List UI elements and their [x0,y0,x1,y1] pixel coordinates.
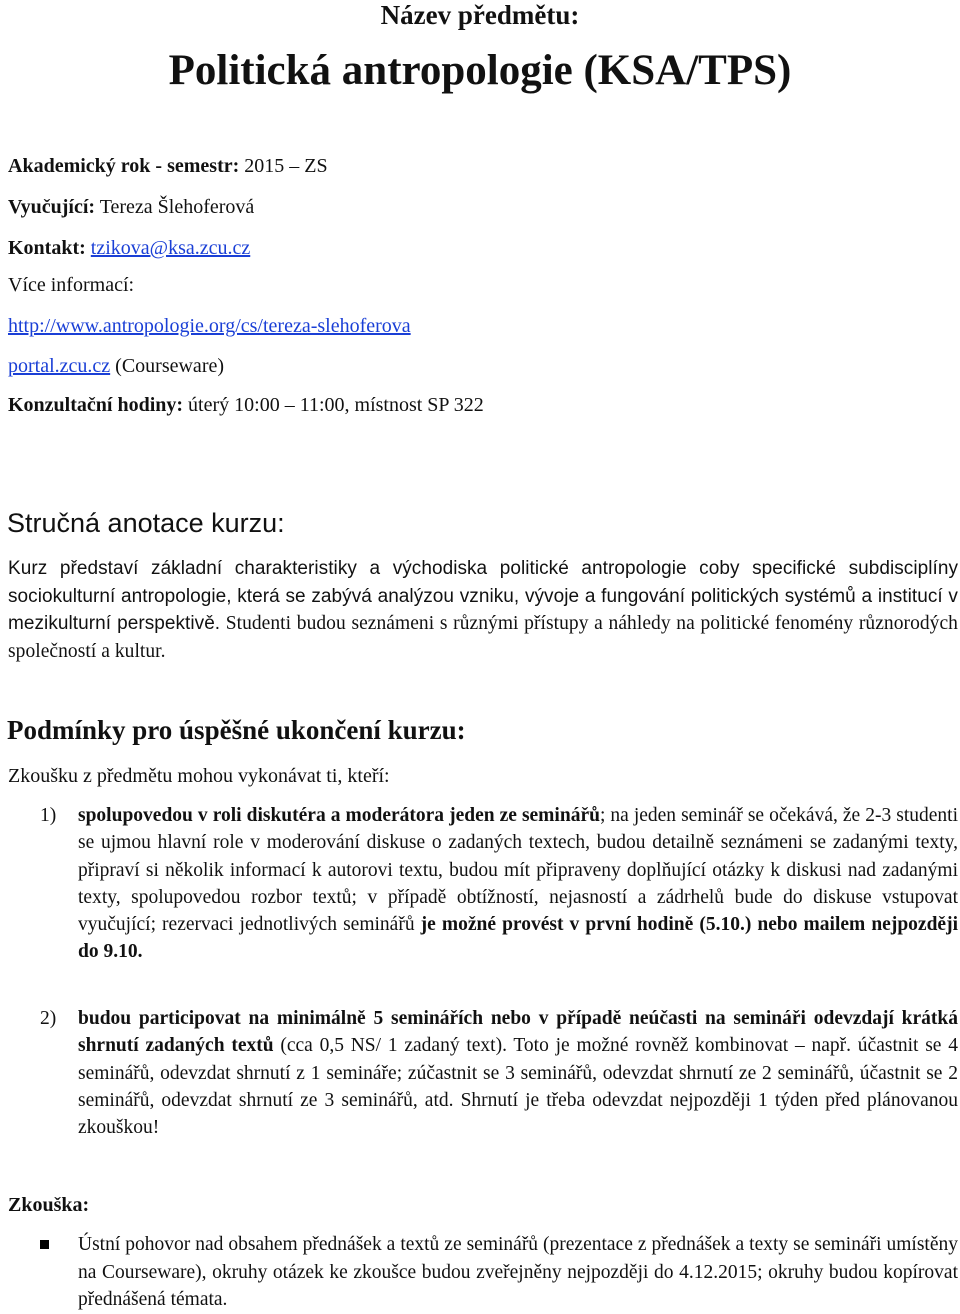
condition-item-1-bold-b: je možné provést v první hodině (5.10.) nebo mailem nejpozději do 9.10. [78,914,958,963]
consultation-value: úterý 10:00 – 11:00, místnost SP 322 [188,394,484,416]
more-info-label: Více informací: [8,274,135,296]
annotation-heading: Stručná anotace kurzu: [7,508,285,538]
teacher-value: Tereza Šlehoferová [99,196,255,218]
contact-email-link[interactable]: tzikova@ksa.zcu.cz [90,237,251,259]
consultation-label: Konzultační hodiny: [8,394,184,416]
portal-suffix: (Courseware) [115,355,225,377]
condition-item-2-text-a: (cca 0,5 NS/ 1 zadaný text). Toto je možné rovněž kombinovat – např. účastnit se 4 seminářů, odevzdat shrnutí z 1 semináře; zúčastnit se 3 seminářů, odevzdat shrnutí ze 2 seminářů, účastnit se 2 seminářů, odevzdat shrnutí ze 3 seminářů, atd. Shrnutí je třeba odevzdat nejpozději 1 týden před plánovanou zkouškou! [78,1035,958,1139]
condition-item-1-bold-a: spolupovedou v roli diskutéra a moderátora jeden ze seminářů [78,805,600,826]
square-bullet-icon [40,1240,49,1249]
contact-row [8,235,250,261]
academic-year-row [8,153,328,179]
conditions-intro: Zkoušku z předmětu mohou vykonávat ti, kteří: [8,765,390,787]
annotation-text-sans: Kurz představí základní charakteristiky a východiska politické antropologie coby specifické subdisciplíny sociokulturní antropologie, která se zabývá analýzou vzniku, vývoje a fungování politických systémů a institucí v mezikulturní perspektivě. [8,558,958,635]
more-info-row [8,313,411,339]
condition-item-2-number: 2) [40,1008,57,1029]
annotation-text-serif: Studenti budou seznámeni s různými přístupy a náhledy na politické fenomény různorodých společností a kultur. [8,613,958,663]
portal-link[interactable]: portal.zcu.cz [8,355,111,377]
portal-row [8,353,224,379]
teacher-label: Vyučující: [8,196,96,218]
label-course-name: Název předmětu: [380,0,580,30]
exam-bullet-item [40,1231,958,1314]
more-info-url-link[interactable]: http://www.antropologie.org/cs/tereza-slehoferova [8,315,411,337]
condition-item-2-bold-a: budou participovat na minimálně 5 seminářích nebo v případě neúčasti na semináři odevzdají krátká shrnutí zadaných textů [78,1008,958,1057]
condition-item-1-text-a: ; na jeden seminář se očekává, že 2-3 studenti se ujmou hlavní role v moderování diskuse o zadaných textech, budou detailně seznámeni se zadanými texty, připraví si několik informací k autorovi textu, budou mít připraveny doplňující otázky k diskusi nad zadanými texty, spolupovedou rozbor textů; v případě obtížností, nejasností a zádrhelů bude do diskuse vstupovat vyučující; rezervaci jednotlivých seminářů [78,805,958,936]
condition-item-2 [40,1005,958,1141]
academic-year-label: Akademický rok - semestr: [8,155,240,177]
condition-item-1-number: 1) [40,805,57,826]
annotation-paragraph [8,555,958,666]
exam-heading: Zkouška: [8,1194,90,1216]
teacher-row [8,194,254,220]
contact-label: Kontakt: [8,237,86,259]
consultation-row [8,392,484,418]
course-title: Politická antropologie (KSA/TPS) [168,47,792,94]
condition-item-1 [40,802,958,966]
conditions-heading: Podmínky pro úspěšné ukončení kurzu: [7,715,466,745]
academic-year-value: 2015 – ZS [244,155,328,177]
exam-bullet-text: Ústní pohovor nad obsahem přednášek a textů ze seminářů (prezentace z přednášek a texty se semináři umístěny na Courseware), okruhy otázek ke zkoušce budou zveřejněny nejpozději do 4.12.2015; okruhy budou kopírovat přednášená témata. [78,1234,958,1310]
